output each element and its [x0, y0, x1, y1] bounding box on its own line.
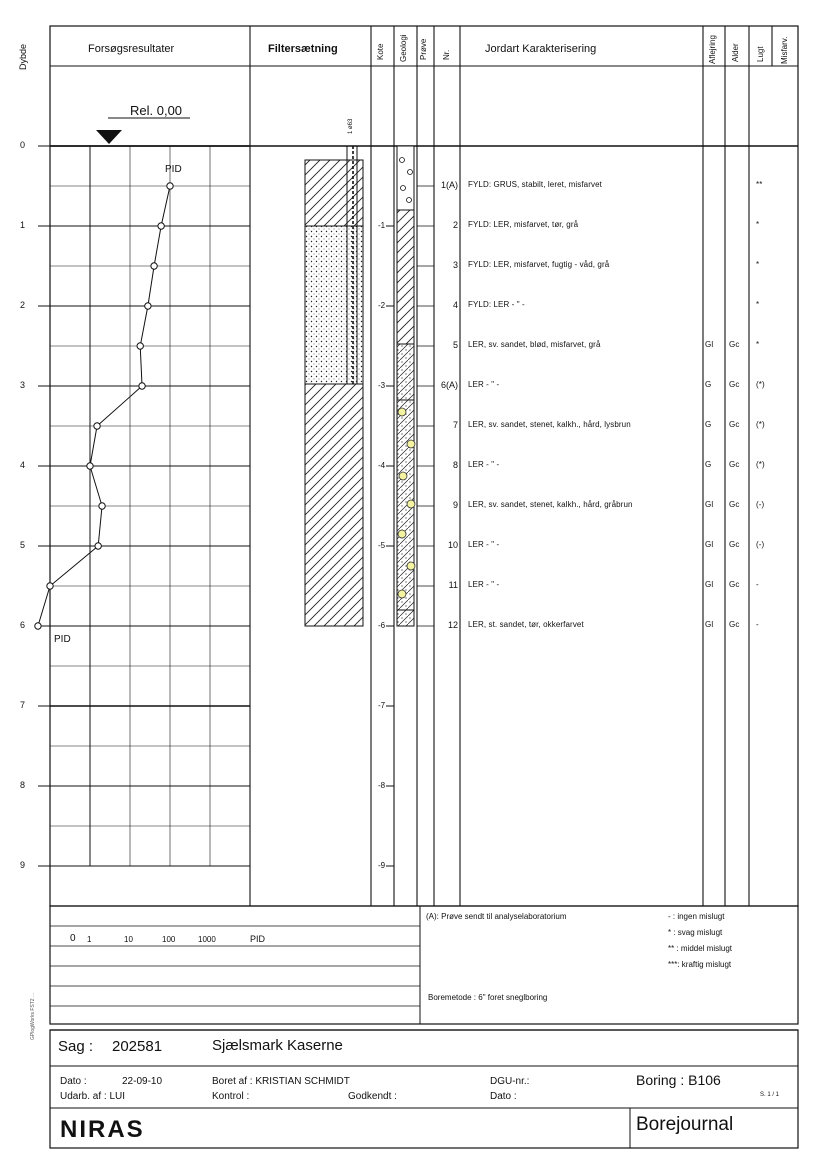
- sag-name: Sjælsmark Kaserne: [212, 1037, 343, 1054]
- sample-alder: Gc: [729, 500, 740, 509]
- sample-alder: Gc: [729, 460, 740, 469]
- borejournal-title: Borejournal: [636, 1114, 734, 1135]
- sample-description: LER, sv. sandet, blød, misfarvet, grå: [468, 340, 601, 349]
- header-lugt: Lugt: [756, 46, 765, 62]
- pid-point-3: [145, 303, 151, 309]
- pid-label-bottom: PID: [54, 634, 71, 645]
- sample-description: LER, sv. sandet, stenet, kalkh., hård, gråbrun: [468, 500, 633, 509]
- page-number: S. 1 / 1: [760, 1092, 780, 1098]
- sag-label: Sag :: [58, 1038, 94, 1055]
- sample-aflejring: Gl: [705, 620, 714, 629]
- pid-point-1: [158, 223, 164, 229]
- sample-description: FYLD: LER, misfarvet, fugtig - våd, grå: [468, 260, 610, 269]
- depth-axis: [38, 146, 50, 866]
- kote-tick: -8: [378, 781, 386, 790]
- sample-lugt: (-): [756, 540, 765, 549]
- sample-alder: Gc: [729, 380, 740, 389]
- depth-tick-3: 3: [20, 380, 26, 390]
- header-misfarv: Misfarv.: [780, 36, 789, 64]
- kote-tick: -1: [378, 221, 386, 230]
- sample-alder: Gc: [729, 540, 740, 549]
- depth-tick-9: 9: [20, 860, 26, 870]
- sample-alder: Gc: [729, 620, 740, 629]
- pid-label-top: PID: [165, 164, 182, 175]
- sample-nr: 6(A): [440, 380, 458, 390]
- pid-point-0: [167, 183, 173, 189]
- pid-point-8: [99, 503, 105, 509]
- xaxis-label: PID: [250, 934, 266, 944]
- sample-aflejring: Gl: [705, 340, 714, 349]
- header-forsogsresultater: Forsøgsresultater: [88, 43, 175, 55]
- boring-id: Boring : B106: [636, 1072, 721, 1088]
- pid-point-9: [95, 543, 101, 549]
- reference-triangle: [96, 130, 122, 144]
- sample-nr: 8: [452, 460, 458, 470]
- sample-aflejring: Gl: [705, 500, 714, 509]
- godkendt: Godkendt :: [348, 1091, 397, 1102]
- sample-aflejring: Gl: [705, 580, 714, 589]
- legend-2: ** : middel mislugt: [668, 944, 733, 953]
- sample-description: LER - " -: [468, 460, 500, 469]
- rel-label: Rel. 0,00: [130, 103, 183, 118]
- sample-alder: Gc: [729, 580, 740, 589]
- note-a: (A): Prøve sendt til analyselaboratorium: [426, 912, 567, 921]
- sample-description: LER, st. sandet, tør, okkerfarvet: [468, 620, 584, 629]
- pid-point-11: [35, 623, 41, 629]
- sample-lugt: *: [756, 340, 760, 349]
- sample-alder: Gc: [729, 420, 740, 429]
- sample-nr: 12: [447, 620, 458, 630]
- sample-description: LER - " -: [468, 540, 500, 549]
- sample-description: LER, sv. sandet, stenet, kalkh., hård, lysbrun: [468, 420, 631, 429]
- header-prove: Prøve: [419, 38, 428, 60]
- kote-tick: -2: [378, 301, 386, 310]
- xtick-0: 0: [70, 933, 76, 944]
- header-aflejring: Aflejring: [708, 35, 717, 64]
- depth-tick-7: 7: [20, 700, 26, 710]
- pid-point-6: [94, 423, 100, 429]
- header-filtersaetning: Filtersætning: [268, 43, 338, 55]
- sample-alder: Gc: [729, 340, 740, 349]
- udarbejdet-af: Udarb. af : LUI: [60, 1091, 126, 1102]
- kote-tick: -7: [378, 701, 386, 710]
- niras-logo: NIRAS: [60, 1116, 145, 1143]
- legend-3: ***: kraftig mislugt: [668, 960, 732, 969]
- sample-aflejring: G: [705, 380, 712, 389]
- header-nr: Nr.: [442, 49, 451, 60]
- filter-label: 1 ø63: [348, 118, 354, 134]
- dato2: Dato :: [490, 1091, 517, 1102]
- boret-af: Boret af : KRISTIAN SCHMIDT: [212, 1076, 350, 1087]
- sample-nr: 1(A): [440, 180, 458, 190]
- sample-lugt: *: [756, 300, 760, 309]
- sample-lugt: -: [756, 620, 759, 629]
- dato-label: Dato :: [60, 1076, 87, 1087]
- header-kote: Kote: [376, 43, 385, 60]
- depth-tick-2: 2: [20, 300, 26, 310]
- dgu-nr: DGU-nr.:: [490, 1076, 530, 1087]
- sample-nr: 11: [448, 580, 458, 590]
- sample-description: FYLD: LER, misfarvet, tør, grå: [468, 220, 579, 229]
- geology-column: [397, 146, 415, 626]
- sample-description: LER - " -: [468, 380, 500, 389]
- sample-lugt: -: [756, 580, 759, 589]
- sample-description: FYLD: GRUS, stabilt, leret, misfarvet: [468, 180, 602, 189]
- xtick-1000: 1000: [198, 935, 216, 944]
- side-text: GPlogWorks FST2 ...: [30, 992, 36, 1040]
- sample-nr: 10: [447, 540, 458, 550]
- boremetode: Boremetode : 6" foret sneglboring: [428, 993, 548, 1002]
- kontrol: Kontrol :: [212, 1091, 250, 1102]
- sample-nr: 2: [452, 220, 458, 230]
- depth-tick-1: 1: [20, 220, 26, 230]
- pid-point-5: [139, 383, 145, 389]
- kote-tick: -9: [378, 861, 386, 870]
- xtick-1: 1: [87, 935, 92, 944]
- sample-description: FYLD: LER - " -: [468, 300, 525, 309]
- sample-aflejring: Gl: [705, 540, 714, 549]
- depth-tick-0: 0: [20, 140, 26, 150]
- sample-lugt: **: [756, 180, 763, 189]
- dato-value: 22-09-10: [122, 1076, 163, 1087]
- depth-tick-5: 5: [20, 540, 26, 550]
- pid-point-2: [151, 263, 157, 269]
- xtick-100: 100: [162, 935, 176, 944]
- xtick-10: 10: [124, 935, 133, 944]
- sample-nr: 9: [452, 500, 458, 510]
- header-alder: Alder: [731, 43, 740, 62]
- kote-tick: -5: [378, 541, 386, 550]
- sample-lugt: *: [756, 220, 760, 229]
- sag-number: 202581: [112, 1038, 163, 1055]
- legend-0: - : ingen mislugt: [668, 912, 725, 921]
- sample-nr: 4: [452, 300, 458, 310]
- dybde-label: Dybde: [18, 43, 28, 70]
- sample-nr: 5: [452, 340, 458, 350]
- depth-tick-4: 4: [20, 460, 26, 470]
- sample-lugt: (*): [756, 460, 765, 469]
- sample-lugt: (*): [756, 380, 765, 389]
- header-geologi: Geologi: [399, 34, 408, 62]
- sample-nr: 3: [452, 260, 458, 270]
- pid-point-7: [87, 463, 93, 469]
- pid-series-line: [38, 186, 170, 626]
- depth-tick-8: 8: [20, 780, 26, 790]
- sample-nr: 7: [452, 420, 458, 430]
- sample-description: LER - " -: [468, 580, 500, 589]
- pid-point-10: [47, 583, 53, 589]
- kote-tick: -3: [378, 381, 386, 390]
- chart-grid: [50, 146, 250, 866]
- sample-lugt: *: [756, 260, 760, 269]
- sample-aflejring: G: [705, 460, 712, 469]
- filter-column: [305, 146, 363, 626]
- sample-lugt: (-): [756, 500, 765, 509]
- sample-lugt: (*): [756, 420, 765, 429]
- legend-1: * : svag mislugt: [668, 928, 723, 937]
- header-jordart: Jordart Karakterisering: [485, 43, 597, 55]
- kote-tick: -4: [378, 461, 386, 470]
- kote-tick: -6: [378, 621, 386, 630]
- sample-aflejring: G: [705, 420, 712, 429]
- depth-tick-6: 6: [20, 620, 26, 630]
- pid-point-4: [137, 343, 143, 349]
